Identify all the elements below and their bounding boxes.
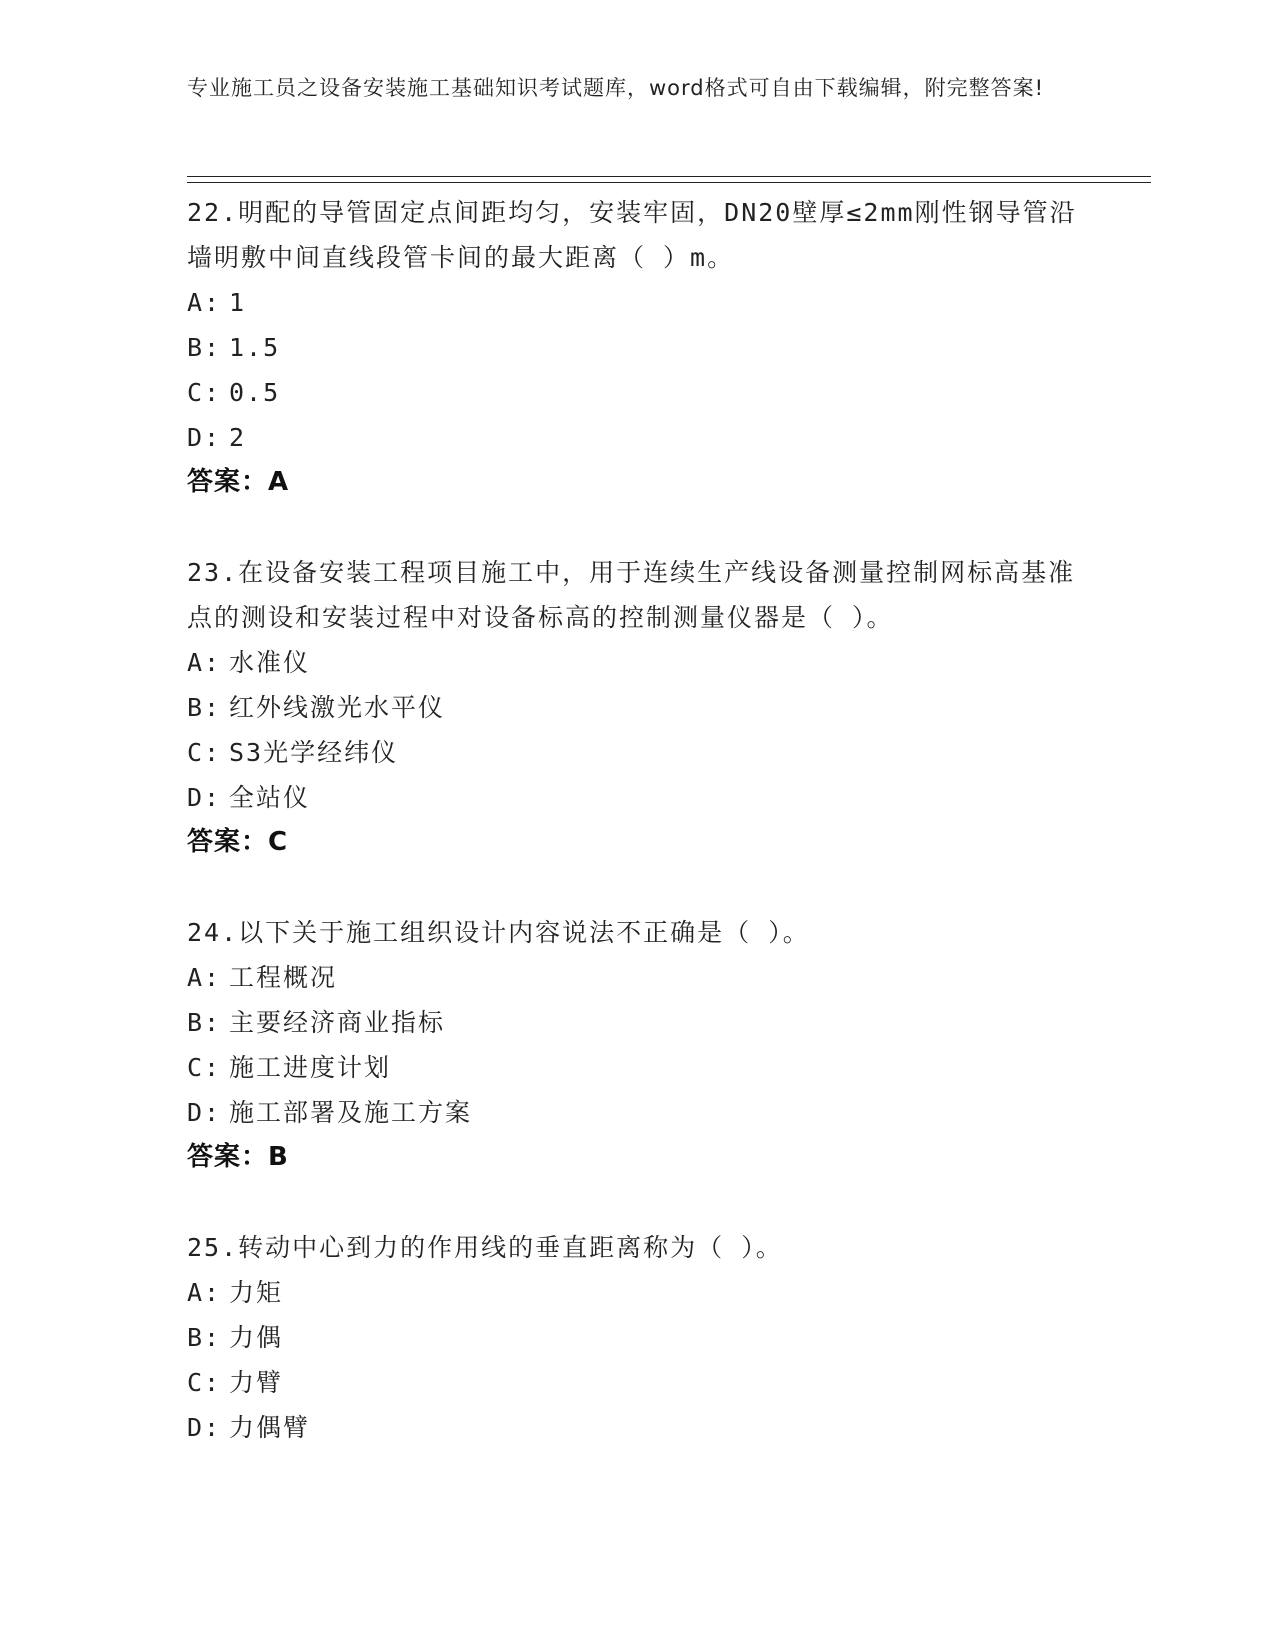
option-b bbox=[187, 685, 1087, 730]
option-c bbox=[187, 1360, 1087, 1405]
option-text: 施工部署及施工方案 bbox=[229, 1098, 473, 1127]
option-text: 力矩 bbox=[229, 1278, 284, 1307]
option-text: 施工进度计划 bbox=[229, 1053, 392, 1082]
option-letter: D: bbox=[187, 1098, 222, 1127]
question-22 bbox=[187, 190, 1087, 505]
option-b bbox=[187, 1315, 1087, 1360]
option-a bbox=[187, 955, 1087, 1000]
option-a bbox=[187, 640, 1087, 685]
header-rule-bottom bbox=[187, 182, 1151, 183]
question-text: 23.在设备安装工程项目施工中，用于连续生产线设备测量控制网标高基准点的测设和安装过程中对设备标高的控制测量仪器是（ ）。 bbox=[187, 558, 1076, 632]
question-23 bbox=[187, 550, 1087, 865]
option-text: 2 bbox=[229, 423, 247, 452]
option-letter: D: bbox=[187, 423, 222, 452]
option-letter: D: bbox=[187, 783, 222, 812]
question-text: 25.转动中心到力的作用线的垂直距离称为（ ）。 bbox=[187, 1233, 783, 1262]
option-text: 主要经济商业指标 bbox=[229, 1008, 446, 1037]
option-text: 全站仪 bbox=[229, 783, 311, 812]
option-text: 红外线激光水平仪 bbox=[229, 693, 446, 722]
question-24 bbox=[187, 910, 1087, 1180]
option-c bbox=[187, 370, 1087, 415]
option-text: 力偶臂 bbox=[229, 1413, 311, 1442]
option-letter: A: bbox=[187, 288, 222, 317]
answer-label: 答案：A bbox=[187, 467, 290, 497]
option-text: 0.5 bbox=[229, 378, 281, 407]
option-text: S3光学经纬仪 bbox=[229, 738, 399, 767]
option-b bbox=[187, 325, 1087, 370]
option-letter: A: bbox=[187, 648, 222, 677]
option-letter: C: bbox=[187, 1053, 222, 1082]
option-letter: C: bbox=[187, 738, 222, 767]
option-c bbox=[187, 1045, 1087, 1090]
option-letter: A: bbox=[187, 963, 222, 992]
option-letter: A: bbox=[187, 1278, 222, 1307]
option-letter: C: bbox=[187, 378, 222, 407]
question-text: 22.明配的导管固定点间距均匀，安装牢固，DN20壁厚≤2mm刚性钢导管沿墙明敷中间直线段管卡间的最大距离（ ）m。 bbox=[187, 198, 1077, 272]
option-letter: B: bbox=[187, 333, 222, 362]
option-text: 工程概况 bbox=[229, 963, 338, 992]
option-letter: B: bbox=[187, 1323, 222, 1352]
question-list bbox=[187, 190, 1087, 1495]
option-d bbox=[187, 1090, 1087, 1135]
option-a bbox=[187, 280, 1087, 325]
question-text: 24.以下关于施工组织设计内容说法不正确是（ ）。 bbox=[187, 918, 810, 947]
option-text: 1 bbox=[229, 288, 247, 317]
option-text: 1.5 bbox=[229, 333, 281, 362]
option-letter: C: bbox=[187, 1368, 222, 1397]
option-d bbox=[187, 415, 1087, 460]
answer-label: 答案：C bbox=[187, 827, 289, 857]
option-d bbox=[187, 1405, 1087, 1450]
option-text: 力偶 bbox=[229, 1323, 284, 1352]
option-text: 水准仪 bbox=[229, 648, 311, 677]
header-rule-top bbox=[187, 176, 1151, 177]
document-header: 专业施工员之设备安装施工基础知识考试题库，word格式可自由下载编辑，附完整答案! bbox=[187, 76, 1045, 100]
option-b bbox=[187, 1000, 1087, 1045]
option-c bbox=[187, 730, 1087, 775]
option-a bbox=[187, 1270, 1087, 1315]
question-25 bbox=[187, 1225, 1087, 1450]
option-letter: B: bbox=[187, 693, 222, 722]
option-text: 力臂 bbox=[229, 1368, 284, 1397]
answer-label: 答案：B bbox=[187, 1142, 289, 1172]
option-letter: D: bbox=[187, 1413, 222, 1442]
option-letter: B: bbox=[187, 1008, 222, 1037]
option-d bbox=[187, 775, 1087, 820]
